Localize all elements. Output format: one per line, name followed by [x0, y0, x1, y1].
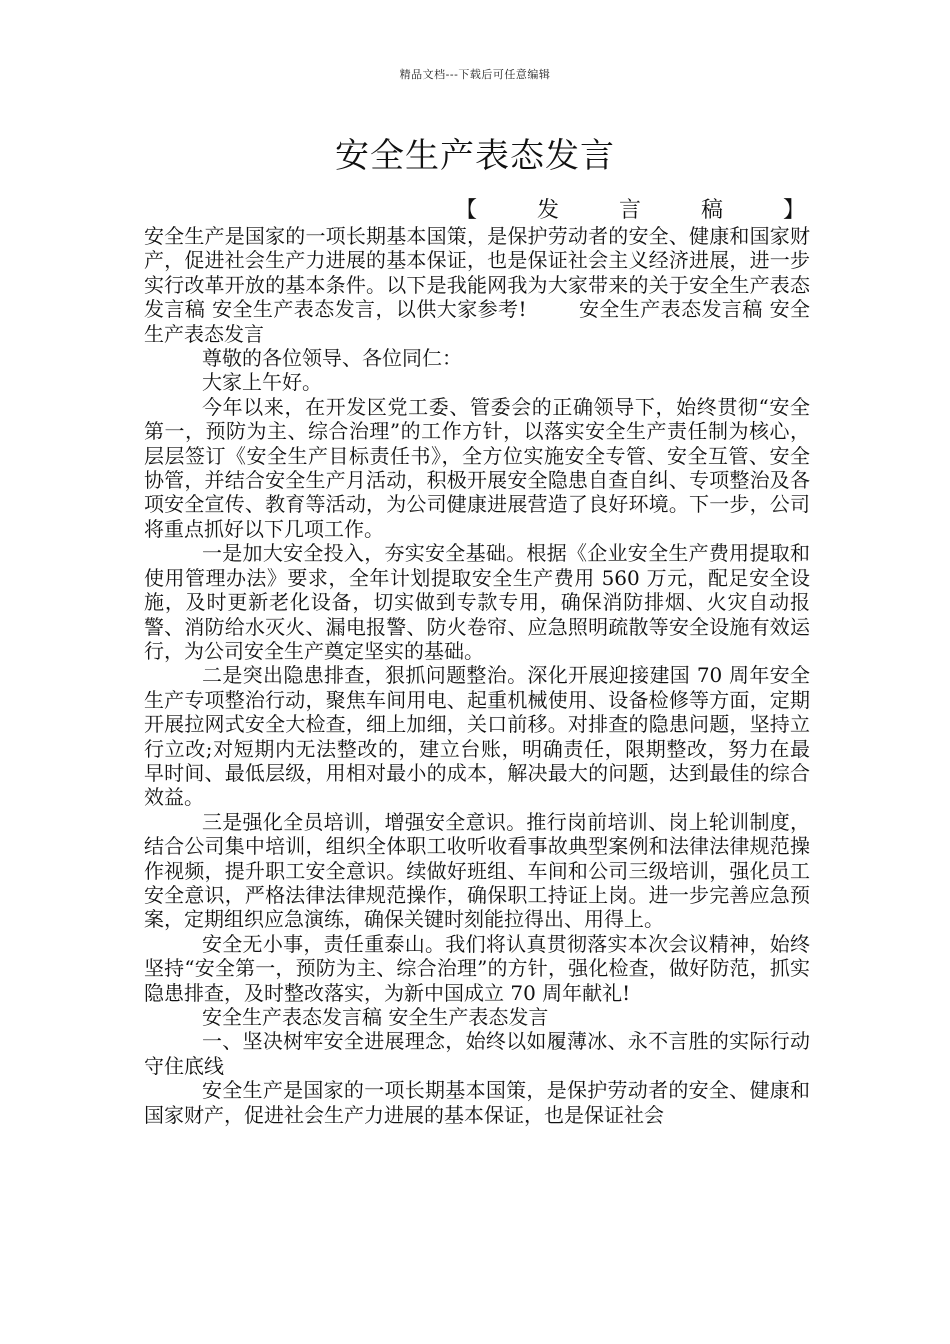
subtitle-close-bracket: 】 [782, 198, 805, 223]
body-paragraph: 安全生产是国家的一项长期基本国策，是保护劳动者的安全、健康和国家财产，促进社会生产力进展的基本保证，也是保证社会 [144, 1078, 810, 1127]
body-paragraph: 二是突出隐患排查，狠抓问题整治。深化开展迎接建国 70 周年安全生产专项整治行动，聚焦车间用电、起重机械使用、设备检修等方面，定期开展拉网式安全大检查，细上加细，关口前移。对排查的隐患问题，坚持立行立改;对短期内无法整改的，建立台账，明确责任，限期整改，努力在最早时间、最低层级，用相对最小的成本，解决最大的问题，达到最佳的综合效益。 [144, 663, 810, 810]
subtitle-char: 稿 [700, 198, 723, 223]
body-paragraph: 安全无小事，责任重泰山。我们将认真贯彻落实本次会议精神，始终坚持“安全第一，预防为主、综合治理”的方针，强化检查，做好防范，抓实隐患排查，及时整改落实，为新中国成立 70 周年献礼! [144, 931, 810, 1005]
page-header-note: 精品文档---下载后可任意编辑 [399, 68, 551, 81]
section-heading: 安全生产表态发言稿 安全生产表态发言 [202, 1005, 549, 1029]
greeting: 大家上午好。 [202, 370, 322, 395]
body-paragraph: 一是加大安全投入，夯实安全基础。根据《企业安全生产费用提取和使用管理办法》要求，全年计划提取安全生产费用 560 万元，配足安全设施，及时更新老化设备，切实做到专款专用，确保消防排烟、火灾自动报警、消防给水灭火、漏电报警、防火卷帘、应急照明疏散等安全设施有效运行，为公司安全生产奠定坚实的基础。 [144, 541, 810, 663]
intro-text: 安全生产是国家的一项长期基本国策，是保护劳动者的安全、健康和国家财产，促进社会生产力进展的基本保证，也是保证社会主义经济进展，进一步实行改革开放的基本条件。以下是我能网我为大家带来的关于安全生产表态发言稿 安全生产表态发言，以供大家参考! [144, 224, 810, 322]
intro-paragraph [144, 224, 810, 346]
subtitle-char: 发 [536, 198, 559, 223]
intro-tail-text: 安全生产表态发言稿 安全生产表态发言 [144, 297, 810, 346]
body-paragraph: 今年以来，在开发区党工委、管委会的正确领导下，始终贯彻“安全第一，预防为主、综合治理”的工作方针，以落实安全生产责任制为核心，层层签订《安全生产目标责任书》，全方位实施安全专管、安全互管、安全协管，并结合安全生产月活动，积极开展安全隐患自查自纠、专项整治及各项安全宣传、教育等活动，为公司健康进展营造了良好环境。下一步，公司将重点抓好以下几项工作。 [144, 394, 810, 541]
document-title: 安全生产表态发言 [335, 136, 615, 176]
subtitle-open-bracket: 【 [455, 198, 478, 223]
document-subtitle [455, 196, 805, 226]
document-body [144, 224, 810, 1127]
section-subheading: 一、坚决树牢安全进展理念，始终以如履薄冰、永不言胜的实际行动守住底线 [144, 1029, 810, 1078]
body-paragraph: 三是强化全员培训，增强安全意识。推行岗前培训、岗上轮训制度，结合公司集中培训，组织全体职工收听收看事故典型案例和法律法律规范操作视频，提升职工安全意识。续做好班组、车间和公司三级培训，强化员工安全意识，严格法律法律规范操作，确保职工持证上岗。进一步完善应急预案，定期组织应急演练，确保关键时刻能拉得出、用得上。 [144, 809, 810, 932]
subtitle-char: 言 [618, 198, 641, 223]
salutation: 尊敬的各位领导、各位同仁： [202, 346, 462, 371]
